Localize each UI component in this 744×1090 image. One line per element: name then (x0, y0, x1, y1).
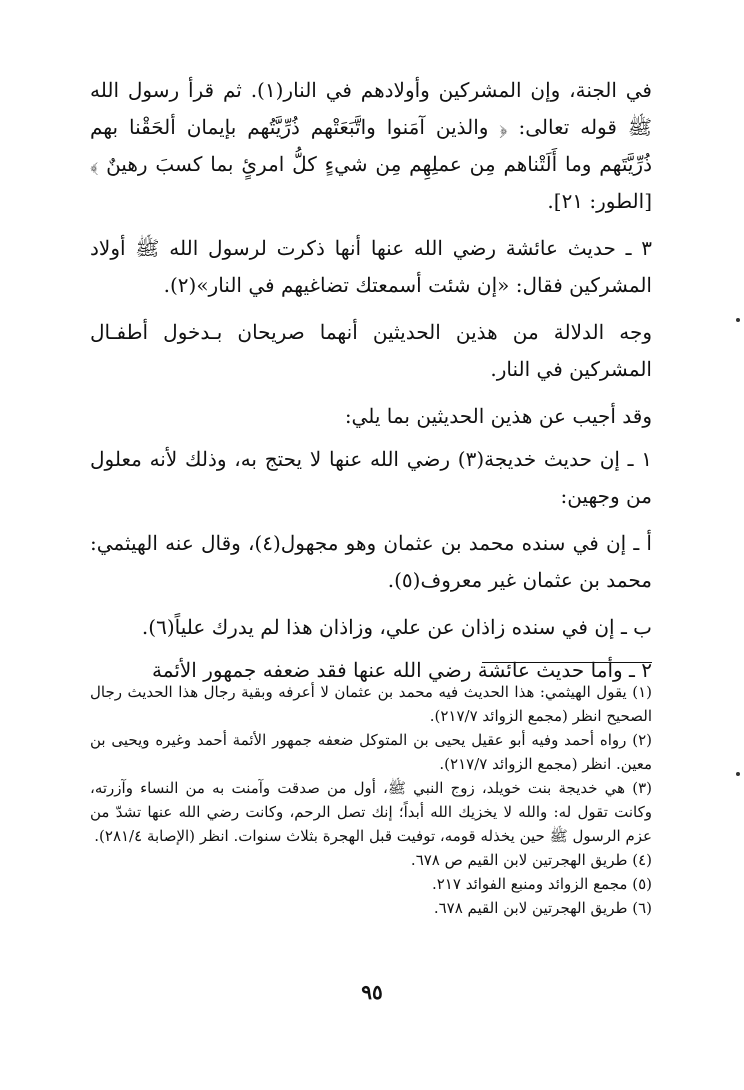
paragraph: أ ـ إن في سنده محمد بن عثمان وهو مجهول(٤)، وقال عنه الهيثمي: محمد بن عثمان غير معروف(٥). (90, 531, 652, 592)
footnote: (٢) رواه أحمد وفيه أبو عقيل يحيى بن المتوكل ضعفه جمهور الأئمة أحمد وغيره ويحيى بن معين. انظر (مجمع الزوائد ٢١٧/٧). (90, 731, 652, 773)
page-number: ٩٥ (361, 980, 383, 1004)
footnote: (٦) طريق الهجرتين لابن القيم ٦٧٨. (433, 899, 652, 917)
paragraph: ب ـ إن في سنده زاذان عن علي، وزاذان هذا لم يدرك علياً(٦). (141, 615, 652, 639)
footnote: (١) يقول الهيثمي: هذا الحديث فيه محمد بن عثمان لا أعرفه وبقية رجال هذا الحديث رجال الصحيح انظر (مجمع الزوائد ٢١٧/٧). (90, 683, 652, 725)
main-text (90, 72, 652, 699)
footnotes (90, 680, 652, 920)
paragraph: ٣ ـ حديث عائشة رضي الله عنها أنها ذكرت لرسول الله ﷺ أولاد المشركين فقال: «إن شئت أسمعتك تضاغيهم في النار»(٢). (90, 236, 652, 297)
margin-dot (736, 772, 740, 776)
paragraph: ١ ـ إن حديث خديجة(٣) رضي الله عنها لا يحتج به، وذلك لأنه معلول من وجهين: (90, 447, 653, 508)
paragraph: في الجنة، وإن المشركين وأولادهم في النار(١). ثم قرأ رسول الله ﷺ قوله تعالى: ﴿ والذين آمَنوا واتَّبَعَتْهم ذُرِّيَّتُهم بإيمان ألحَقْنا بهم ذُرِّيَّتَهم وما أَلَتْناهم مِن عملِهِم مِن شيءٍ كلُّ امرئٍ بما كسبَ رهينٌ ﴾ [الطور: ٢١]. (90, 78, 652, 213)
footnote-separator (482, 662, 652, 663)
paragraph: ٢ ـ وأما حديث عائشة رضي الله عنها فقد ضعفه جمهور الأئمة (152, 658, 652, 682)
paragraph: وجه الدلالة من هذين الحديثين أنهما صريحان بـدخول أطفـال المشركين في النار. (90, 320, 652, 381)
margin-dot (736, 318, 740, 322)
footnote: (٥) مجمع الزوائد ومنبع الفوائد ٢١٧. (431, 875, 652, 893)
paragraph: وقد أجيب عن هذين الحديثين بما يلي: (344, 404, 652, 428)
footnote: (٤) طريق الهجرتين لابن القيم ص ٦٧٨. (410, 851, 652, 869)
footnote: (٣) هي خديجة بنت خويلد، زوج النبي ﷺ، أول من صدقت وآمنت به من النساء وآزرته، وكانت تقول له: والله لا يخزيك الله أبداً؛ إنك تصل الرحم، وكانت رضي الله عنها تشدّ من عزم الرسول ﷺ حين يخذله قومه، توفيت قبل الهجرة بثلاث سنوات. انظر (الإصابة ٢٨١/٤). (90, 779, 652, 845)
